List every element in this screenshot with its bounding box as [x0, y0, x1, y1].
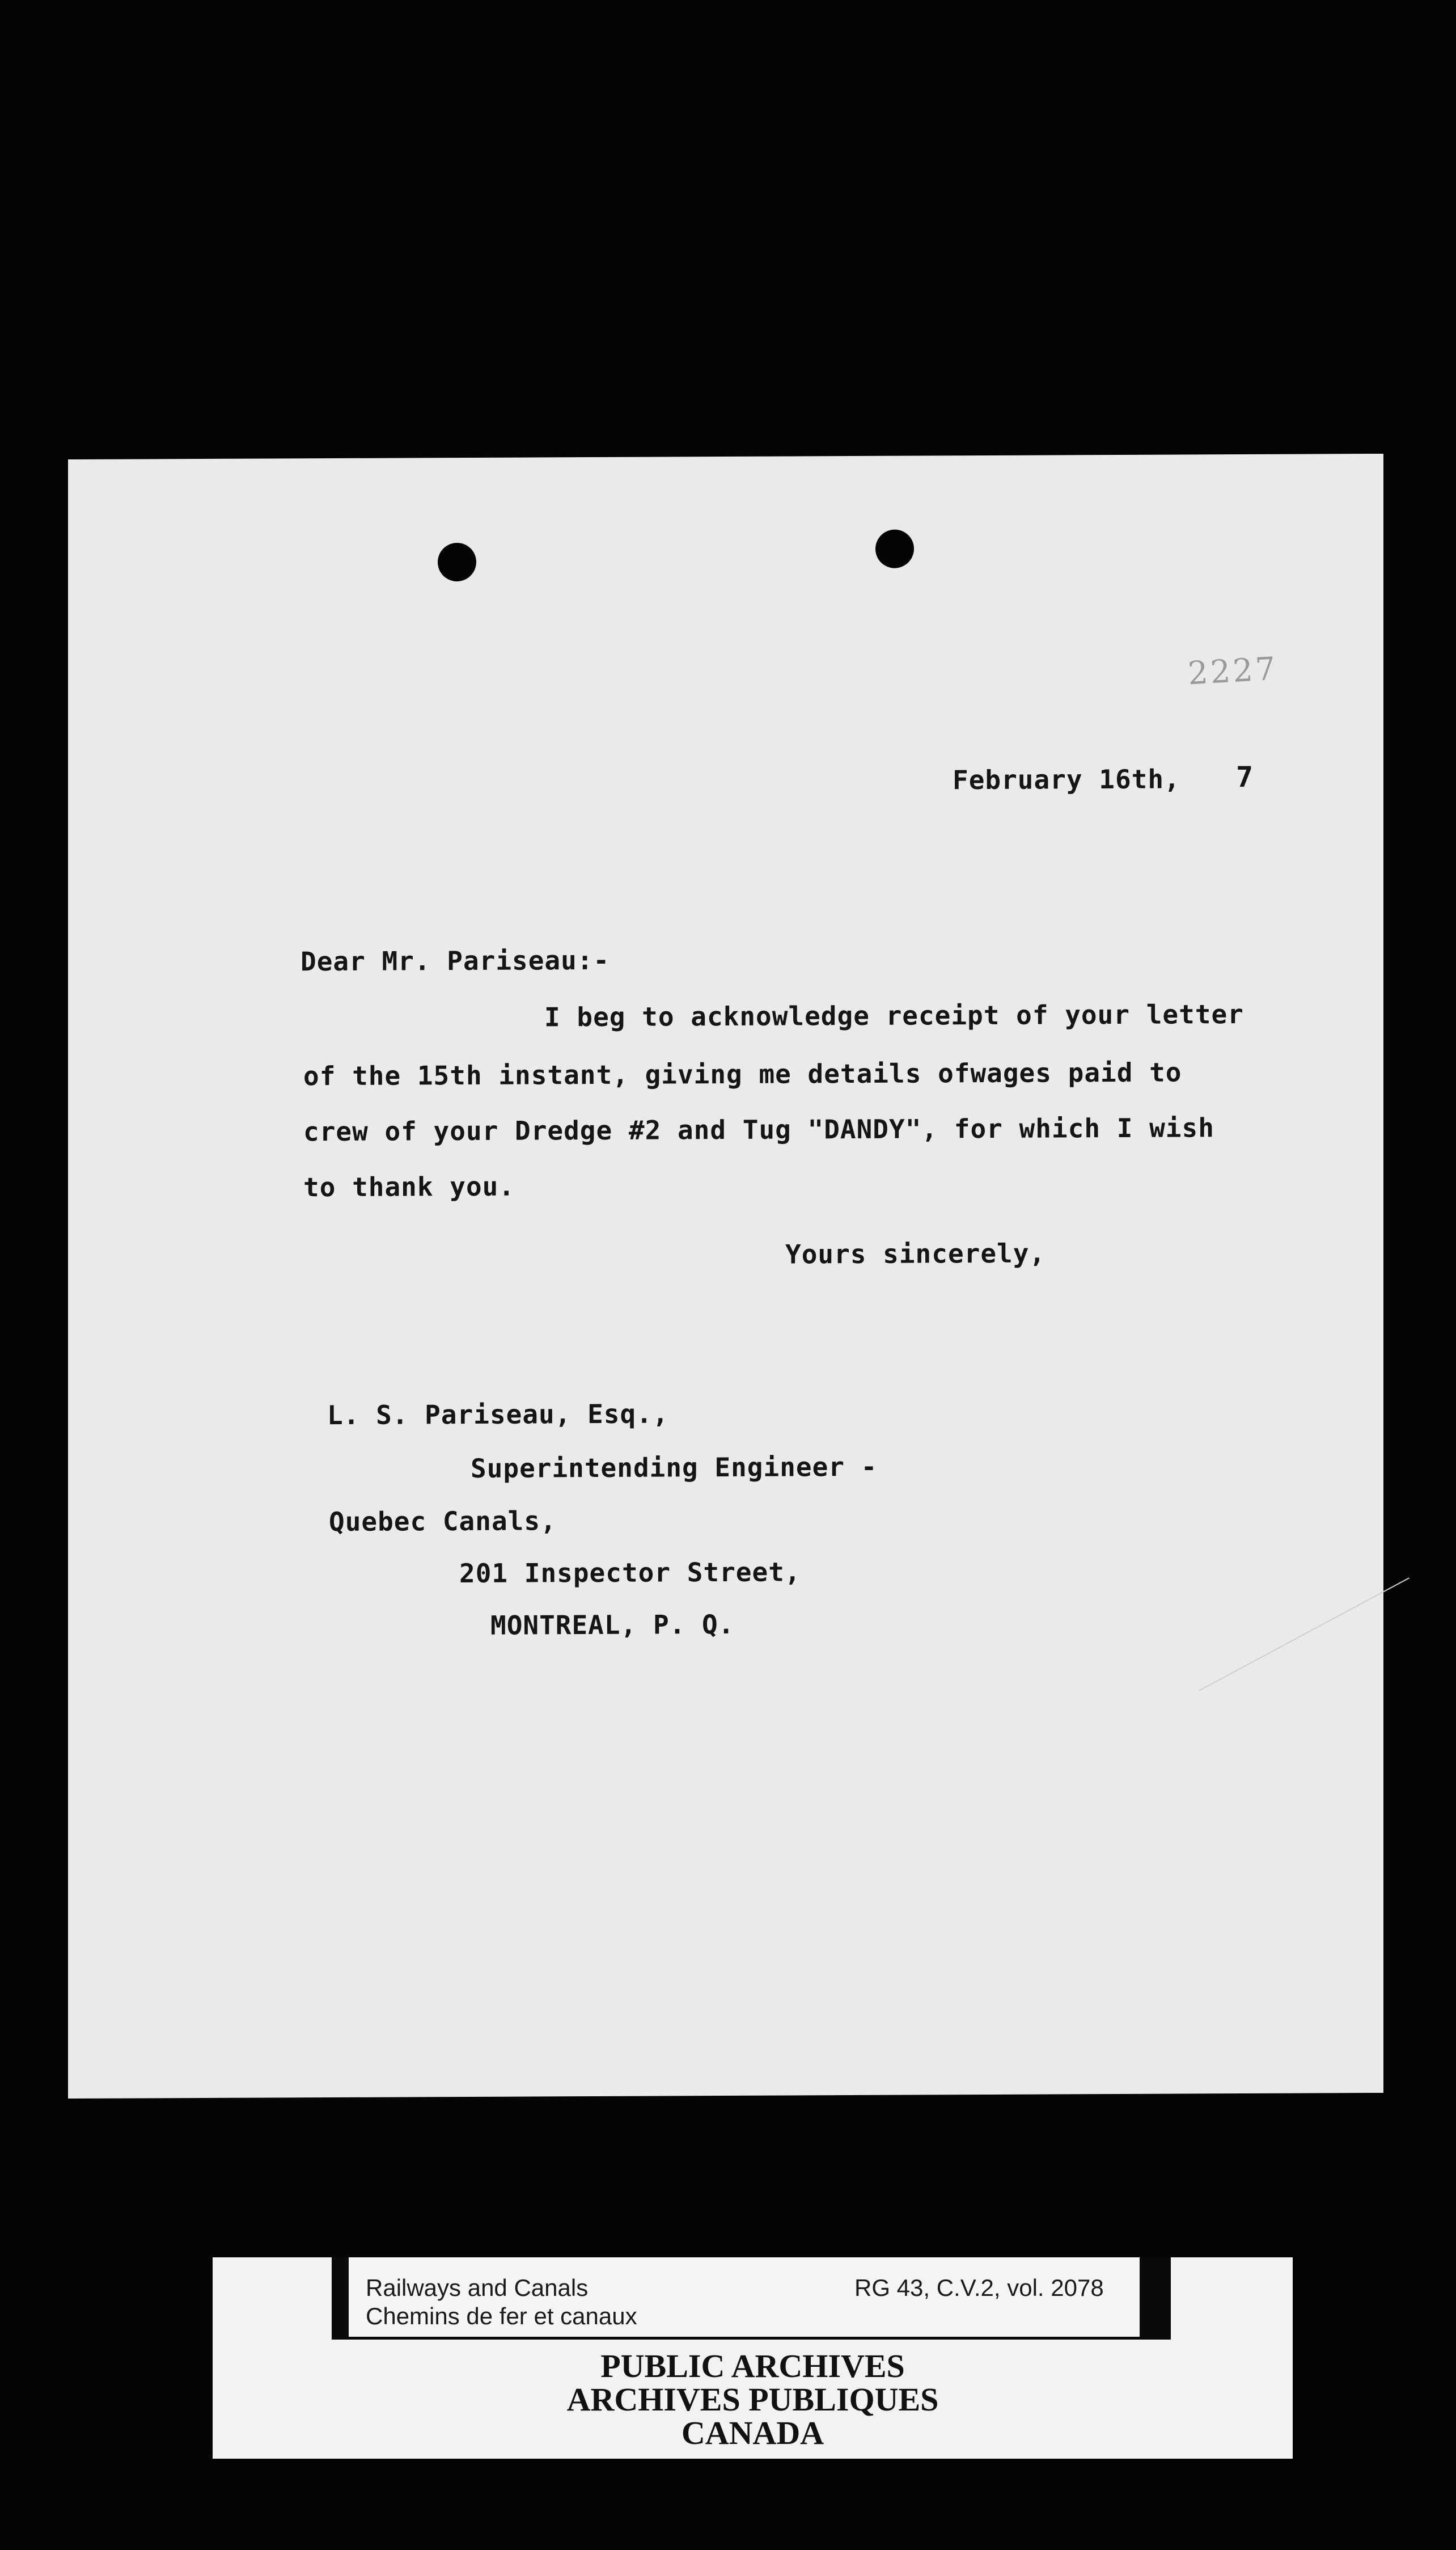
- archives-country: CANADA: [681, 2414, 824, 2451]
- salutation: Dear Mr. Pariseau:-: [300, 944, 610, 977]
- address-line: MONTREAL, P. Q.: [490, 1608, 735, 1641]
- archive-reference: RG 43, C.V.2, vol. 2078: [854, 2274, 1104, 2301]
- department-english: Railways and Canals: [366, 2274, 589, 2301]
- stamped-page-number: 2227: [1187, 650, 1279, 693]
- archives-title-english: PUBLIC ARCHIVES: [600, 2348, 905, 2384]
- letter-date: February 16th,: [953, 763, 1180, 796]
- department-french: Chemins de fer et canaux: [366, 2303, 637, 2329]
- body-line: crew of your Dredge #2 and Tug "DANDY", for which I wish: [303, 1112, 1214, 1147]
- address-line: 201 Inspector Street,: [459, 1556, 801, 1589]
- closing: Yours sincerely,: [785, 1238, 1046, 1270]
- body-line: of the 15th instant, giving me details ofwages paid to: [303, 1057, 1182, 1092]
- punch-hole: [875, 530, 914, 568]
- archive-label: [213, 2257, 1293, 2459]
- letter-page: [68, 454, 1383, 2099]
- address-line: Quebec Canals,: [329, 1505, 557, 1538]
- punch-hole: [438, 543, 476, 581]
- date-mark: 7: [1236, 760, 1254, 794]
- address-line: L. S. Pariseau, Esq.,: [327, 1398, 669, 1431]
- archives-title-french: ARCHIVES PUBLIQUES: [566, 2381, 939, 2418]
- paper-crease: [1199, 1577, 1410, 1691]
- address-line: Superintending Engineer -: [471, 1451, 878, 1484]
- body-line: I beg to acknowledge receipt of your letter: [544, 999, 1244, 1033]
- label-reference-box: [349, 2257, 1140, 2337]
- body-line: to thank you.: [303, 1171, 515, 1203]
